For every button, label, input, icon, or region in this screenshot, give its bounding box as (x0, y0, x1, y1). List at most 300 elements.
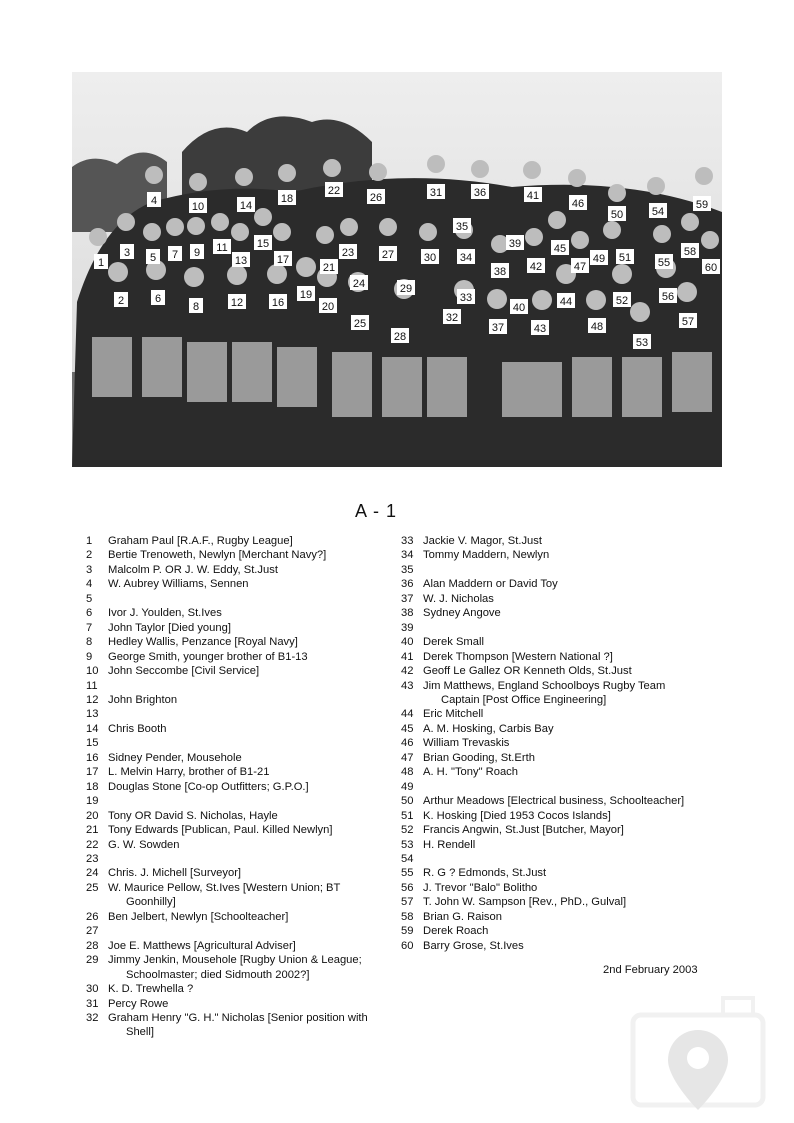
entry-text: Tony OR David S. Nicholas, Hayle (108, 809, 278, 822)
person-number-label (232, 252, 250, 267)
person-number-text: 23 (341, 247, 355, 259)
entry-number: 52 (401, 824, 414, 837)
name-list-entry (403, 621, 723, 635)
person-number-label (269, 294, 287, 309)
person-number-label (649, 203, 667, 218)
person-number-text: 56 (661, 291, 675, 303)
entry-text: Derek Thompson [Western National ?] (423, 650, 613, 663)
person-number-label (613, 292, 631, 307)
entry-text: A. M. Hosking, Carbis Bay (423, 722, 554, 735)
person-number-text: 39 (508, 238, 522, 250)
person-number-text: 24 (352, 278, 366, 290)
person-number-label (168, 246, 182, 261)
person-number-text: 12 (230, 297, 244, 309)
person-number-label (616, 249, 634, 264)
person-number-label (213, 239, 231, 254)
person-number-text: 19 (299, 289, 313, 301)
person-number-label (190, 244, 204, 259)
person-number-text: 48 (590, 321, 604, 333)
page-title: A - 1 (354, 501, 398, 521)
entry-text: T. John W. Sampson [Rev., PhD., Gulval] (423, 896, 627, 909)
person-number-text: 2 (117, 295, 125, 307)
entry-number: 29 (86, 954, 99, 967)
entry-number: 48 (401, 766, 414, 779)
entry-text: William Trevaskis (423, 737, 510, 750)
name-list-entry (88, 881, 393, 910)
entry-text: Arthur Meadows [Electrical business, Schoolteacher] (423, 795, 685, 808)
person-number-text: 58 (683, 246, 697, 258)
entry-text: G. W. Sowden (108, 838, 180, 851)
entry-text: Ivor J. Youlden, St.Ives (108, 607, 222, 620)
entry-number: 8 (86, 636, 93, 649)
entry-number: 49 (401, 780, 414, 793)
person-number-label (397, 280, 415, 295)
entry-text (419, 563, 723, 577)
person-number-text: 35 (455, 221, 469, 233)
person-number-text: 5 (149, 252, 157, 264)
entry-text: Jim Matthews, England Schoolboys Rugby Team (423, 679, 666, 692)
entry-text: Derek Small (423, 636, 484, 649)
person-number-label (151, 290, 165, 305)
name-list-entry (88, 592, 393, 606)
person-number-text: 41 (526, 190, 540, 202)
name-list-entry (88, 953, 393, 982)
person-number-text: 43 (533, 323, 547, 335)
person-number-label (427, 184, 445, 199)
entry-text: Graham Henry "G. H." Nicholas [Senior position with (108, 1011, 368, 1024)
person-number-label (367, 189, 385, 204)
person-number-text: 46 (571, 198, 585, 210)
person-number-text: 7 (171, 249, 179, 261)
person-number-text: 29 (399, 283, 413, 295)
person-number-label (608, 206, 626, 221)
person-number-label (457, 289, 475, 304)
name-list-entry (88, 809, 393, 823)
name-list-entry (403, 866, 723, 880)
name-list-entry (88, 997, 393, 1011)
entry-text-continued: Schoolmaster; died Sidmouth 2002?] (126, 968, 310, 981)
entry-number: 32 (86, 1011, 99, 1024)
person-number-label (114, 292, 128, 307)
person-number-label (679, 313, 697, 328)
person-number-text: 47 (573, 261, 587, 273)
person-number-label (147, 192, 161, 207)
person-number-label (350, 275, 368, 290)
person-number-text: 32 (445, 312, 459, 324)
name-list-entry (88, 693, 393, 707)
name-list-entry (88, 852, 393, 866)
entry-number: 44 (401, 708, 414, 721)
name-list-entry (88, 780, 393, 794)
name-list-entry (403, 838, 723, 852)
person-number-text: 25 (353, 318, 367, 330)
entry-number: 5 (86, 592, 93, 605)
person-number-label (524, 187, 542, 202)
name-list-entry (88, 794, 393, 808)
person-number-text: 53 (635, 337, 649, 349)
entry-number: 13 (86, 708, 99, 721)
person-number-text: 49 (592, 253, 606, 265)
person-number-text: 57 (681, 316, 695, 328)
person-number-text: 59 (695, 199, 709, 211)
entry-text: L. Melvin Harry, brother of B1-21 (108, 766, 270, 779)
entry-text: K. Hosking [Died 1953 Cocos Islands] (423, 809, 611, 822)
entry-number: 26 (86, 910, 99, 923)
entry-number: 16 (86, 751, 99, 764)
person-number-text: 18 (280, 193, 294, 205)
entry-number: 20 (86, 809, 99, 822)
person-number-label (655, 254, 673, 269)
person-number-label (391, 328, 409, 343)
name-list-entry (403, 924, 723, 938)
person-number-text: 31 (429, 187, 443, 199)
entry-text: Geoff Le Gallez OR Kenneth Olds, St.Just (423, 665, 632, 678)
person-number-label (702, 259, 720, 274)
name-list-entry (88, 679, 393, 693)
name-list-entry (88, 924, 393, 938)
entry-number: 24 (86, 867, 99, 880)
entry-text: Ben Jelbert, Newlyn [Schoolteacher] (108, 910, 289, 923)
person-number-text: 4 (150, 195, 158, 207)
name-list-entry (88, 765, 393, 779)
entry-number: 50 (401, 795, 414, 808)
name-list-entry (88, 621, 393, 635)
entry-number: 19 (86, 795, 99, 808)
name-list-entry (403, 664, 723, 678)
entry-number: 57 (401, 896, 414, 909)
person-number-label (491, 263, 509, 278)
name-list-entry (88, 707, 393, 721)
entry-number: 1 (86, 535, 93, 547)
person-number-text: 10 (191, 201, 205, 213)
name-list-entry (88, 910, 393, 924)
entry-text: John Seccombe [Civil Service] (108, 665, 260, 678)
entry-text: W. Maurice Pellow, St.Ives [Western Union; BT (108, 881, 341, 894)
name-list-entry (403, 823, 723, 837)
entry-text: Brian G. Raison (423, 910, 502, 923)
person-number-text: 16 (271, 297, 285, 309)
name-list-entry (403, 780, 723, 794)
name-list-entry (403, 736, 723, 750)
entry-text: Tommy Maddern, Newlyn (423, 549, 550, 562)
person-number-text: 9 (193, 247, 201, 259)
person-number-label (325, 182, 343, 197)
person-number-label (146, 249, 160, 264)
entry-number: 46 (401, 737, 414, 750)
person-number-label (254, 235, 272, 250)
person-number-text: 36 (473, 187, 487, 199)
name-list-entry (403, 765, 723, 779)
entry-text: Douglas Stone [Co-op Outfitters; G.P.O.] (108, 780, 309, 793)
entry-text: H. Rendell (423, 838, 476, 851)
person-number-text: 42 (529, 261, 543, 273)
entry-number: 38 (401, 607, 414, 620)
entry-text: Sidney Pender, Mousehole (108, 751, 242, 764)
entry-text: Eric Mitchell (423, 708, 484, 721)
person-number-label (527, 258, 545, 273)
person-number-text: 60 (704, 262, 718, 274)
entry-text: Graham Paul [R.A.F., Rugby League] (108, 535, 293, 547)
entry-text: Sydney Angove (423, 607, 501, 620)
entry-number: 45 (401, 722, 414, 735)
person-number-text: 51 (618, 252, 632, 264)
entry-text: Jackie V. Magor, St.Just (423, 535, 542, 547)
name-list-entry (403, 534, 723, 548)
name-list-entry (88, 722, 393, 736)
entry-text (104, 679, 393, 693)
person-number-label (319, 298, 337, 313)
document-date: 2nd February 2003 (603, 964, 698, 976)
person-number-text: 26 (369, 192, 383, 204)
entry-number: 10 (86, 665, 99, 678)
name-list-entry (403, 577, 723, 591)
entry-text: Percy Rowe (108, 997, 169, 1010)
name-list-entry (403, 606, 723, 620)
entry-number: 51 (401, 809, 414, 822)
watermark-location-pin-icon (628, 990, 768, 1110)
person-number-label (274, 251, 292, 266)
entry-text: Francis Angwin, St.Just [Butcher, Mayor] (423, 824, 624, 837)
person-number-label (379, 246, 397, 261)
person-number-text: 52 (615, 295, 629, 307)
entry-number: 31 (86, 997, 99, 1010)
person-number-label (471, 184, 489, 199)
entry-text: Barry Grose, St.Ives (423, 939, 524, 952)
person-number-text: 30 (423, 252, 437, 264)
entry-number: 60 (401, 939, 414, 952)
person-number-text: 22 (327, 185, 341, 197)
person-number-label (351, 315, 369, 330)
entry-number: 3 (86, 563, 93, 576)
person-number-label (571, 258, 589, 273)
name-list-entry (88, 606, 393, 620)
person-number-label (588, 318, 606, 333)
entry-text: John Brighton (108, 693, 178, 706)
name-list-entry (403, 809, 723, 823)
name-list-entry (88, 1011, 393, 1040)
entry-text: Brian Gooding, St.Erth (423, 751, 535, 764)
person-number-label (633, 334, 651, 349)
person-number-label (228, 294, 246, 309)
person-number-label (457, 249, 475, 264)
entry-number: 56 (401, 881, 414, 894)
name-list-entry (88, 577, 393, 591)
person-number-label (557, 293, 575, 308)
person-number-label (421, 249, 439, 264)
person-number-text: 54 (651, 206, 665, 218)
entry-number: 22 (86, 838, 99, 851)
entry-text: Jimmy Jenkin, Mousehole [Rugby Union & League; (108, 954, 362, 967)
entry-number: 36 (401, 578, 414, 591)
entry-number: 23 (86, 852, 99, 865)
name-list-entry (403, 751, 723, 765)
person-number-text: 13 (234, 255, 248, 267)
person-number-text: 55 (657, 257, 671, 269)
entry-text (104, 852, 393, 866)
person-number-label (339, 244, 357, 259)
entry-number: 25 (86, 881, 99, 894)
entry-text: Chris. J. Michell [Surveyor] (108, 867, 242, 880)
entry-number: 40 (401, 636, 414, 649)
entry-number: 43 (401, 679, 414, 692)
name-list-entry (88, 939, 393, 953)
person-number-label (94, 254, 108, 269)
entry-number: 37 (401, 592, 414, 605)
entry-number: 39 (401, 621, 414, 634)
person-number-text: 50 (610, 209, 624, 221)
name-list-entry (88, 751, 393, 765)
person-number-text: 27 (381, 249, 395, 261)
entry-text: Tony Edwards [Publican, Paul. Killed Newlyn] (108, 824, 333, 837)
name-list-entry (88, 823, 393, 837)
person-number-label (590, 250, 608, 265)
name-list-entry (88, 838, 393, 852)
person-number-text: 8 (192, 301, 200, 313)
person-number-label (510, 299, 528, 314)
entry-text: W. Aubrey Williams, Sennen (108, 578, 249, 591)
name-list-entry (88, 736, 393, 750)
name-list-entry (88, 563, 393, 577)
entry-number: 21 (86, 824, 99, 837)
person-number-text: 34 (459, 252, 473, 264)
entry-number: 28 (86, 939, 99, 952)
person-number-label (551, 240, 569, 255)
entry-text: Chris Booth (108, 722, 167, 735)
person-number-label (453, 218, 471, 233)
group-photograph (72, 72, 722, 467)
person-number-label (189, 198, 207, 213)
name-list-entry (403, 650, 723, 664)
entry-number: 41 (401, 650, 414, 663)
person-number-label (506, 235, 524, 250)
person-number-text: 17 (276, 254, 290, 266)
name-list-entry (88, 548, 393, 562)
person-number-text: 28 (393, 331, 407, 343)
person-number-label (320, 259, 338, 274)
entry-number: 59 (401, 925, 414, 938)
entry-number: 7 (86, 621, 93, 634)
person-number-text: 6 (154, 293, 162, 305)
entry-number: 15 (86, 737, 99, 750)
person-number-text: 3 (123, 247, 131, 259)
entry-text (419, 780, 723, 794)
person-number-label (237, 197, 255, 212)
person-number-text: 20 (321, 301, 335, 313)
entry-number: 9 (86, 650, 93, 663)
person-number-label (297, 286, 315, 301)
person-number-label (189, 298, 203, 313)
person-number-text: 40 (512, 302, 526, 314)
entry-text (104, 794, 393, 808)
entry-text-continued: Goonhilly] (126, 896, 176, 909)
person-number-text: 15 (256, 238, 270, 250)
entry-text: Derek Roach (423, 925, 489, 938)
entry-text: George Smith, younger brother of B1-13 (108, 650, 308, 663)
person-number-text: 21 (322, 262, 336, 274)
entry-number: 14 (86, 722, 99, 735)
name-list-entry (403, 910, 723, 924)
name-list-entry (88, 866, 393, 880)
entry-text (104, 707, 393, 721)
entry-number: 55 (401, 867, 414, 880)
entry-number: 17 (86, 766, 99, 779)
entry-number: 53 (401, 838, 414, 851)
entry-number: 12 (86, 693, 99, 706)
person-number-label (569, 195, 587, 210)
name-list-left (88, 534, 393, 1040)
entry-number: 27 (86, 925, 99, 938)
person-number-text: 45 (553, 243, 567, 255)
entry-text-continued: Shell] (126, 1026, 154, 1039)
name-list-entry (403, 548, 723, 562)
entry-text: A. H. "Tony" Roach (423, 766, 518, 779)
person-number-text: 1 (97, 257, 105, 269)
name-list-entry (403, 592, 723, 606)
entry-number: 35 (401, 563, 414, 576)
person-number-label (278, 190, 296, 205)
name-list-entry (403, 707, 723, 721)
entry-number: 33 (401, 535, 414, 547)
person-number-label (120, 244, 134, 259)
entry-text: W. J. Nicholas (423, 592, 494, 605)
entry-text: Hedley Wallis, Penzance [Royal Navy] (108, 636, 298, 649)
person-number-text: 44 (559, 296, 573, 308)
entry-text (104, 924, 393, 938)
entry-number: 4 (86, 578, 93, 591)
entry-number: 11 (86, 679, 98, 692)
entry-number: 18 (86, 780, 99, 793)
person-number-label (681, 243, 699, 258)
name-list-entry (403, 852, 723, 866)
person-number-label (531, 320, 549, 335)
name-list-entry (403, 563, 723, 577)
entry-text (419, 621, 723, 635)
person-number-text: 33 (459, 292, 473, 304)
name-list-entry (403, 895, 723, 909)
name-list-right (403, 534, 723, 953)
entry-number: 2 (86, 549, 93, 562)
name-list-entry (403, 939, 723, 953)
name-list-entry (403, 679, 723, 708)
entry-number: 34 (401, 549, 414, 562)
name-list-entry (88, 982, 393, 996)
name-list-entry (403, 794, 723, 808)
entry-number: 42 (401, 665, 414, 678)
entry-text: John Taylor [Died young] (108, 621, 231, 634)
entry-text (104, 592, 393, 606)
entry-number: 47 (401, 751, 414, 764)
entry-number: 58 (401, 910, 414, 923)
person-number-label (489, 319, 507, 334)
person-number-text: 38 (493, 266, 507, 278)
entry-text: Bertie Trenoweth, Newlyn [Merchant Navy?] (108, 549, 327, 562)
entry-text (104, 736, 393, 750)
entry-text: J. Trevor "Balo" Bolitho (423, 881, 538, 894)
person-number-text: 14 (239, 200, 253, 212)
name-list-entry (88, 650, 393, 664)
person-number-label (443, 309, 461, 324)
name-list-entry (403, 635, 723, 649)
name-list-entry (403, 881, 723, 895)
entry-number: 30 (86, 983, 99, 996)
entry-text (419, 852, 723, 866)
entry-text: K. D. Trewhella ? (108, 983, 194, 996)
entry-text: Alan Maddern or David Toy (423, 578, 558, 591)
entry-text-continued: Captain [Post Office Engineering] (441, 693, 607, 706)
person-number-text: 37 (491, 322, 505, 334)
entry-text: Joe E. Matthews [Agricultural Adviser] (108, 939, 296, 952)
person-number-label (659, 288, 677, 303)
